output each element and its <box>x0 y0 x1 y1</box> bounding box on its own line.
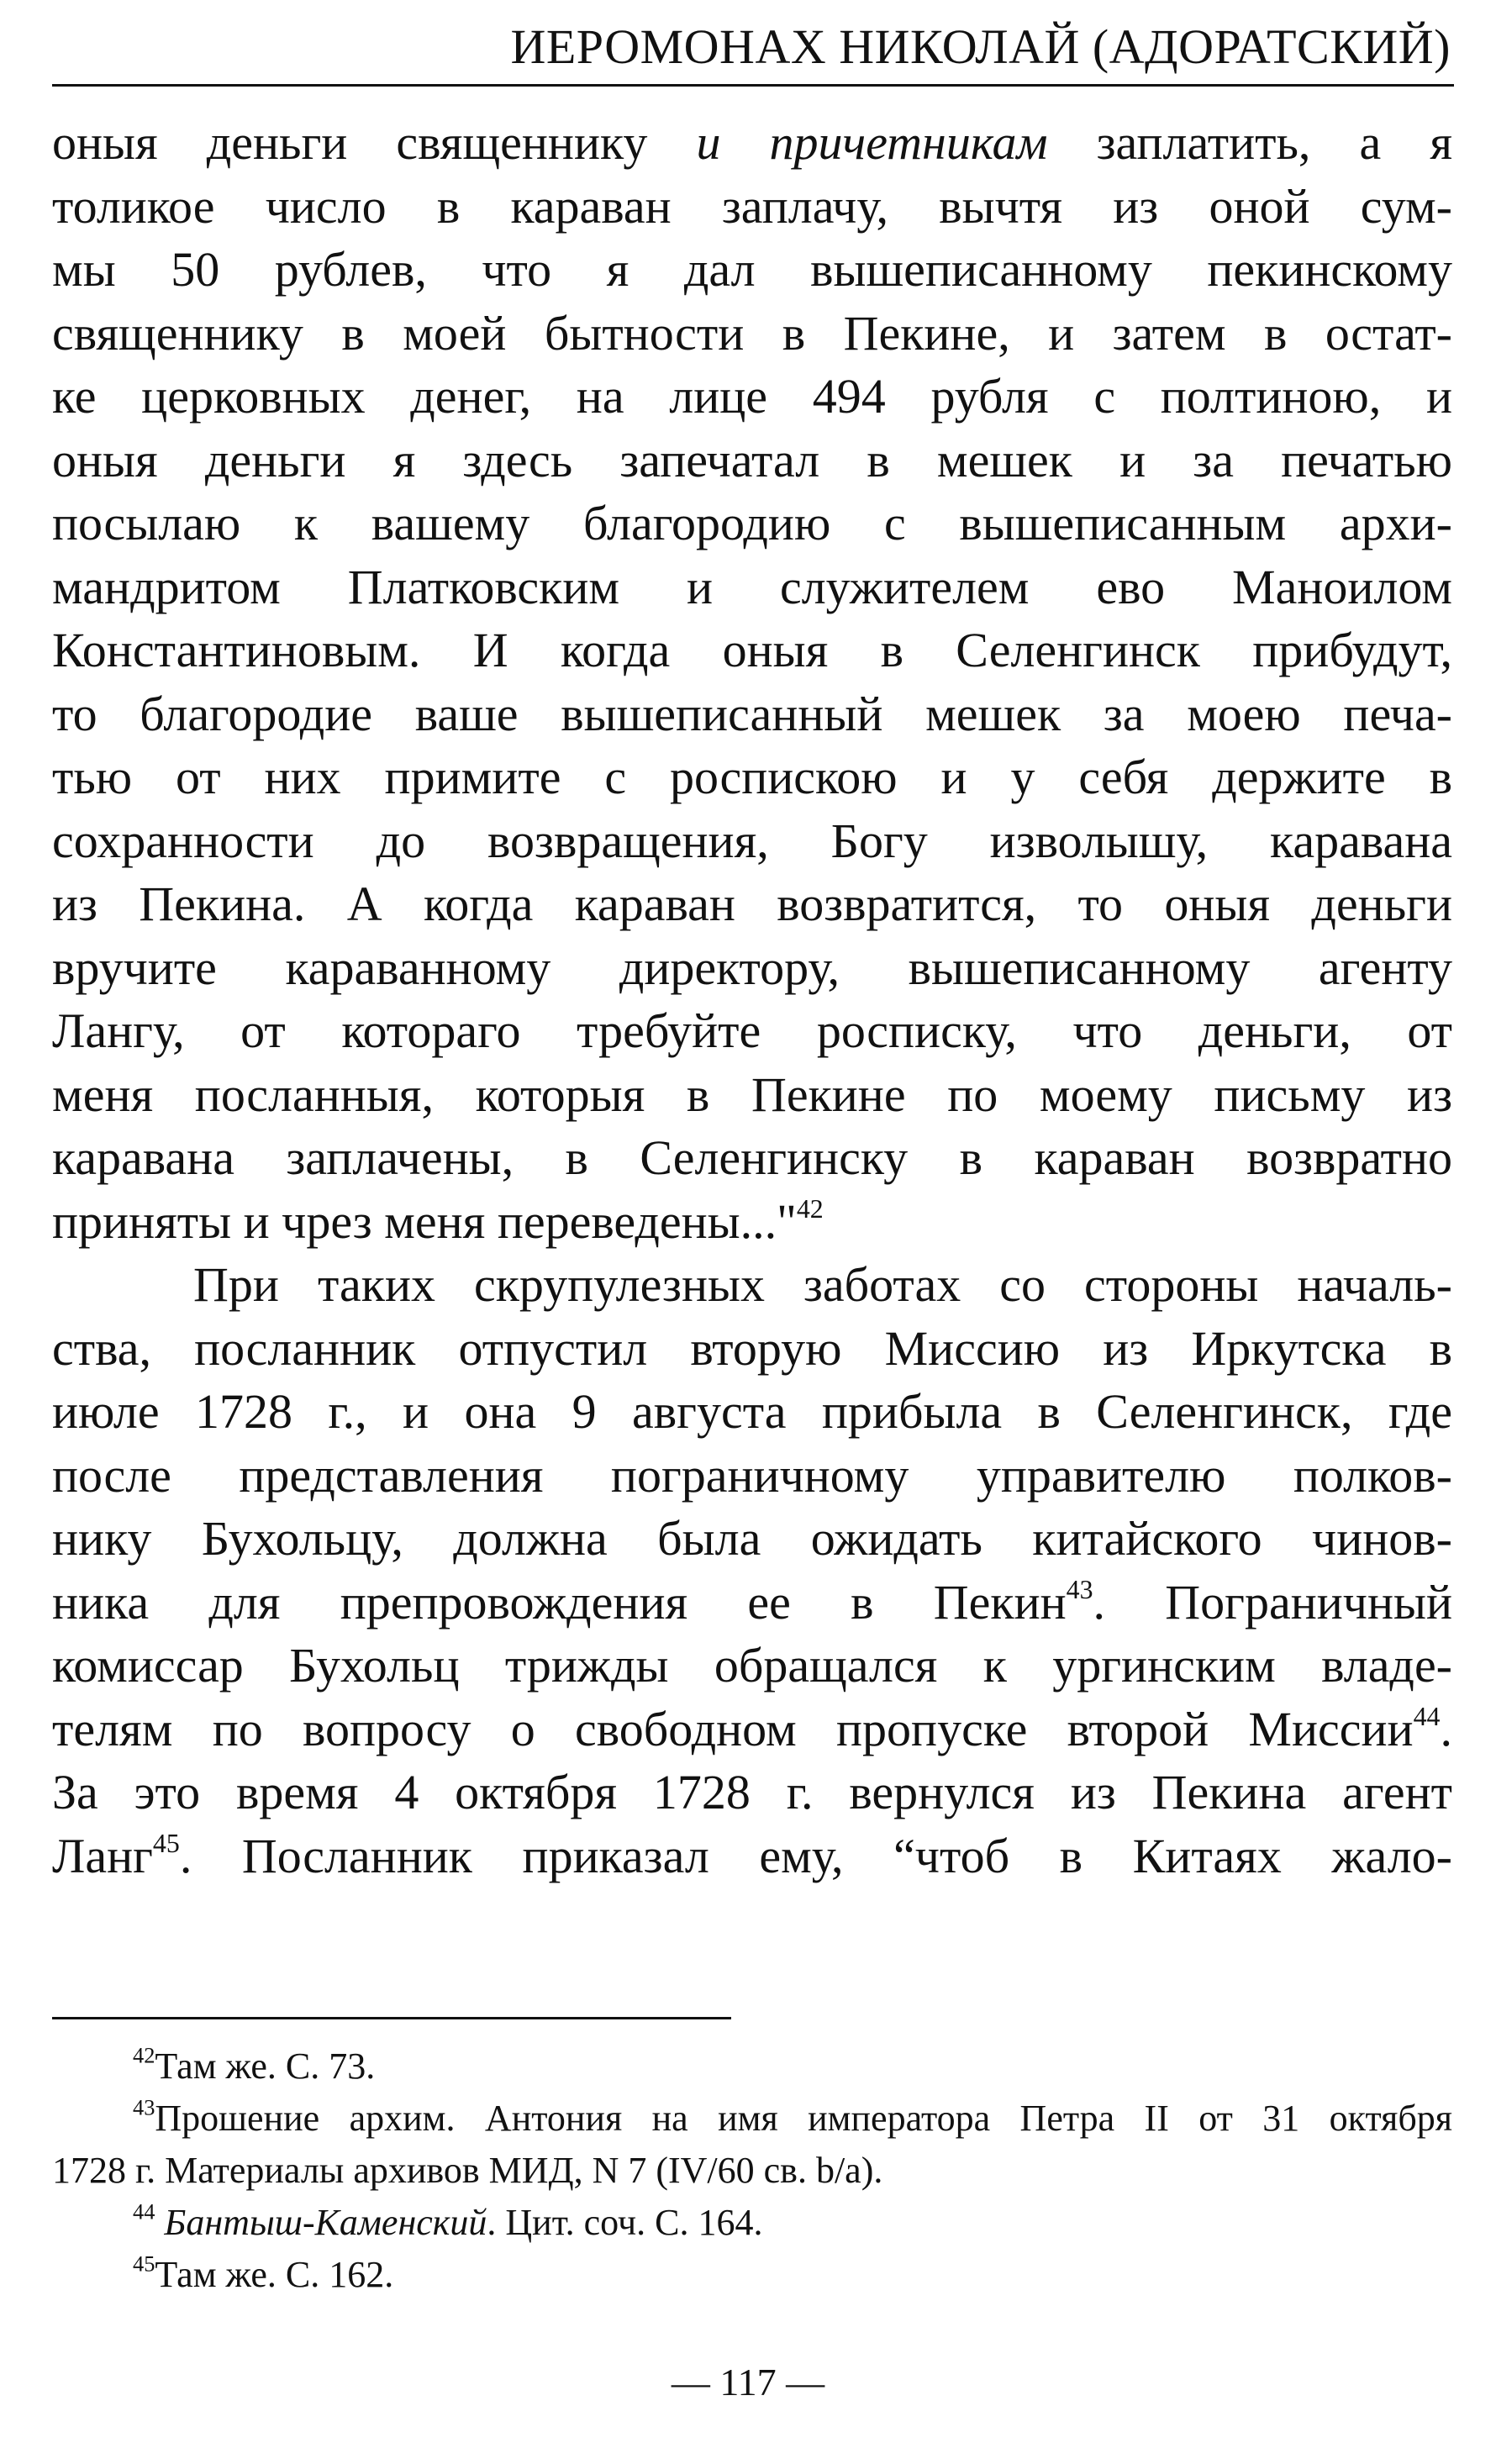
footnote-number: 45 <box>133 2251 155 2277</box>
footnote-ref-42: 42 <box>796 1193 824 1224</box>
text-line: ства, посланник отпустил вторую Миссию из Иркутска в <box>52 1320 1452 1376</box>
text-line: сохранности до возвращения, Богу изволышу, каравана <box>52 813 1452 868</box>
text-line: При таких скрупулезных заботах со стороны началь- <box>193 1257 1452 1312</box>
footnotes <box>52 2040 1452 2301</box>
text-line: ке церковных денег, на лице 494 рубля с полтиною, и <box>52 369 1452 424</box>
text-line: мы 50 рублев, что я дал вышеписанному пекинскому <box>52 242 1452 297</box>
text-span: заплатить, а я <box>1047 115 1452 170</box>
footnote-rule <box>52 2017 731 2019</box>
text-line: то благородие ваше вышеписанный мешек за моею печа- <box>52 686 1452 741</box>
text-line: толикое число в караван заплачу, вычтя из оной сум- <box>52 178 1452 234</box>
footnote-ref-43: 43 <box>1066 1574 1093 1604</box>
text-span: . Посланник приказал ему, “чтоб в Китаях жало- <box>179 1828 1452 1883</box>
text-line: священнику в моей бытности в Пекине, и затем в остат- <box>52 305 1452 361</box>
footnote-text: Там же. С. 73. <box>155 2045 376 2087</box>
text-line: после представления пограничному управителю полков- <box>52 1447 1452 1503</box>
footnote-43-continued: 1728 г. Материалы архивов МИД, N 7 (IV/60 св. b/a). <box>52 2150 883 2191</box>
text-line: из Пекина. А когда караван возвратится, то оныя деньги <box>52 877 1452 931</box>
text-line: нику Бухольцу, должна была ожидать китайского чинов- <box>52 1511 1452 1566</box>
text-line <box>52 111 1452 175</box>
text-span: . Пограничный <box>1093 1574 1452 1630</box>
text-span: приняты и чрез меня переведены..." <box>52 1193 797 1249</box>
text-line <box>52 1824 1452 1888</box>
header-rule <box>52 84 1454 87</box>
page-number: — 117 — <box>671 2361 825 2403</box>
text-span: . <box>1440 1701 1452 1756</box>
footnote-ref-45: 45 <box>152 1828 180 1858</box>
text-line: тью от них примите с роспискою и у себя держите в <box>52 750 1452 804</box>
text-line <box>52 1698 1452 1761</box>
footnote-author: Бантыш-Каменский <box>164 2202 487 2243</box>
text-line: За это время 4 октября 1728 г. вернулся из Пекина агент <box>52 1765 1452 1819</box>
footnote-text: . Цит. соч. С. 164. <box>487 2202 763 2243</box>
text-line: июле 1728 г., и она 9 августа прибыла в Селенгинск, где <box>52 1384 1452 1439</box>
paragraph-2 <box>52 1253 1452 1887</box>
text-line: мандритом Платковским и служителем ево Маноилом <box>52 559 1452 614</box>
text-line: комиссар Бухольц трижды обращался к ургинским владе- <box>52 1638 1452 1693</box>
footnote-text: Прошение архим. Антония на имя императора Петра II от 31 октября <box>155 2098 1452 2139</box>
text-line: Константиновым. И когда оныя в Селенгинск прибудут, <box>52 623 1452 677</box>
text-line <box>52 1190 1452 1254</box>
footnote-45 <box>52 2249 1452 2301</box>
text-line: вручите караванному директору, вышеписанному агенту <box>52 940 1452 995</box>
running-head: ИЕРОМОНАХ НИКОЛАЙ (АДОРАТСКИЙ) <box>510 19 1451 74</box>
footnote-42 <box>52 2040 1452 2093</box>
text-line: Лангу, от котораго требуйте росписку, что деньги, от <box>52 1003 1452 1058</box>
footnote-number: 42 <box>133 2042 155 2068</box>
text-span: телям по вопросу о свободном пропуске второй Миссии <box>52 1701 1414 1756</box>
paragraph-1 <box>52 111 1452 1253</box>
text-line: каравана заплачены, в Селенгинску в караван возвратно <box>52 1130 1452 1185</box>
text-line: меня посланныя, которыя в Пекине по моему письму из <box>52 1066 1452 1122</box>
text-span: Ланг <box>52 1828 153 1883</box>
footnote-44 <box>52 2197 1452 2249</box>
footnote-number: 43 <box>133 2094 155 2120</box>
text-line: посылаю к вашему благородию с вышеписанным архи- <box>52 496 1452 550</box>
text-span: оныя деньги священнику <box>52 115 697 170</box>
text-span: ника для препровождения ее в Пекин <box>52 1574 1067 1630</box>
footnote-ref-44: 44 <box>1413 1701 1441 1731</box>
footnote-text: Там же. С. 162. <box>155 2254 394 2295</box>
footnote-43 <box>52 2093 1452 2145</box>
text-line: оныя деньги я здесь запечатал в мешек и за печатью <box>52 432 1452 487</box>
main-text <box>52 111 1452 1887</box>
footnote-number: 44 <box>133 2198 155 2224</box>
text-line <box>52 1571 1452 1635</box>
italic-span: и причетникам <box>696 115 1048 170</box>
